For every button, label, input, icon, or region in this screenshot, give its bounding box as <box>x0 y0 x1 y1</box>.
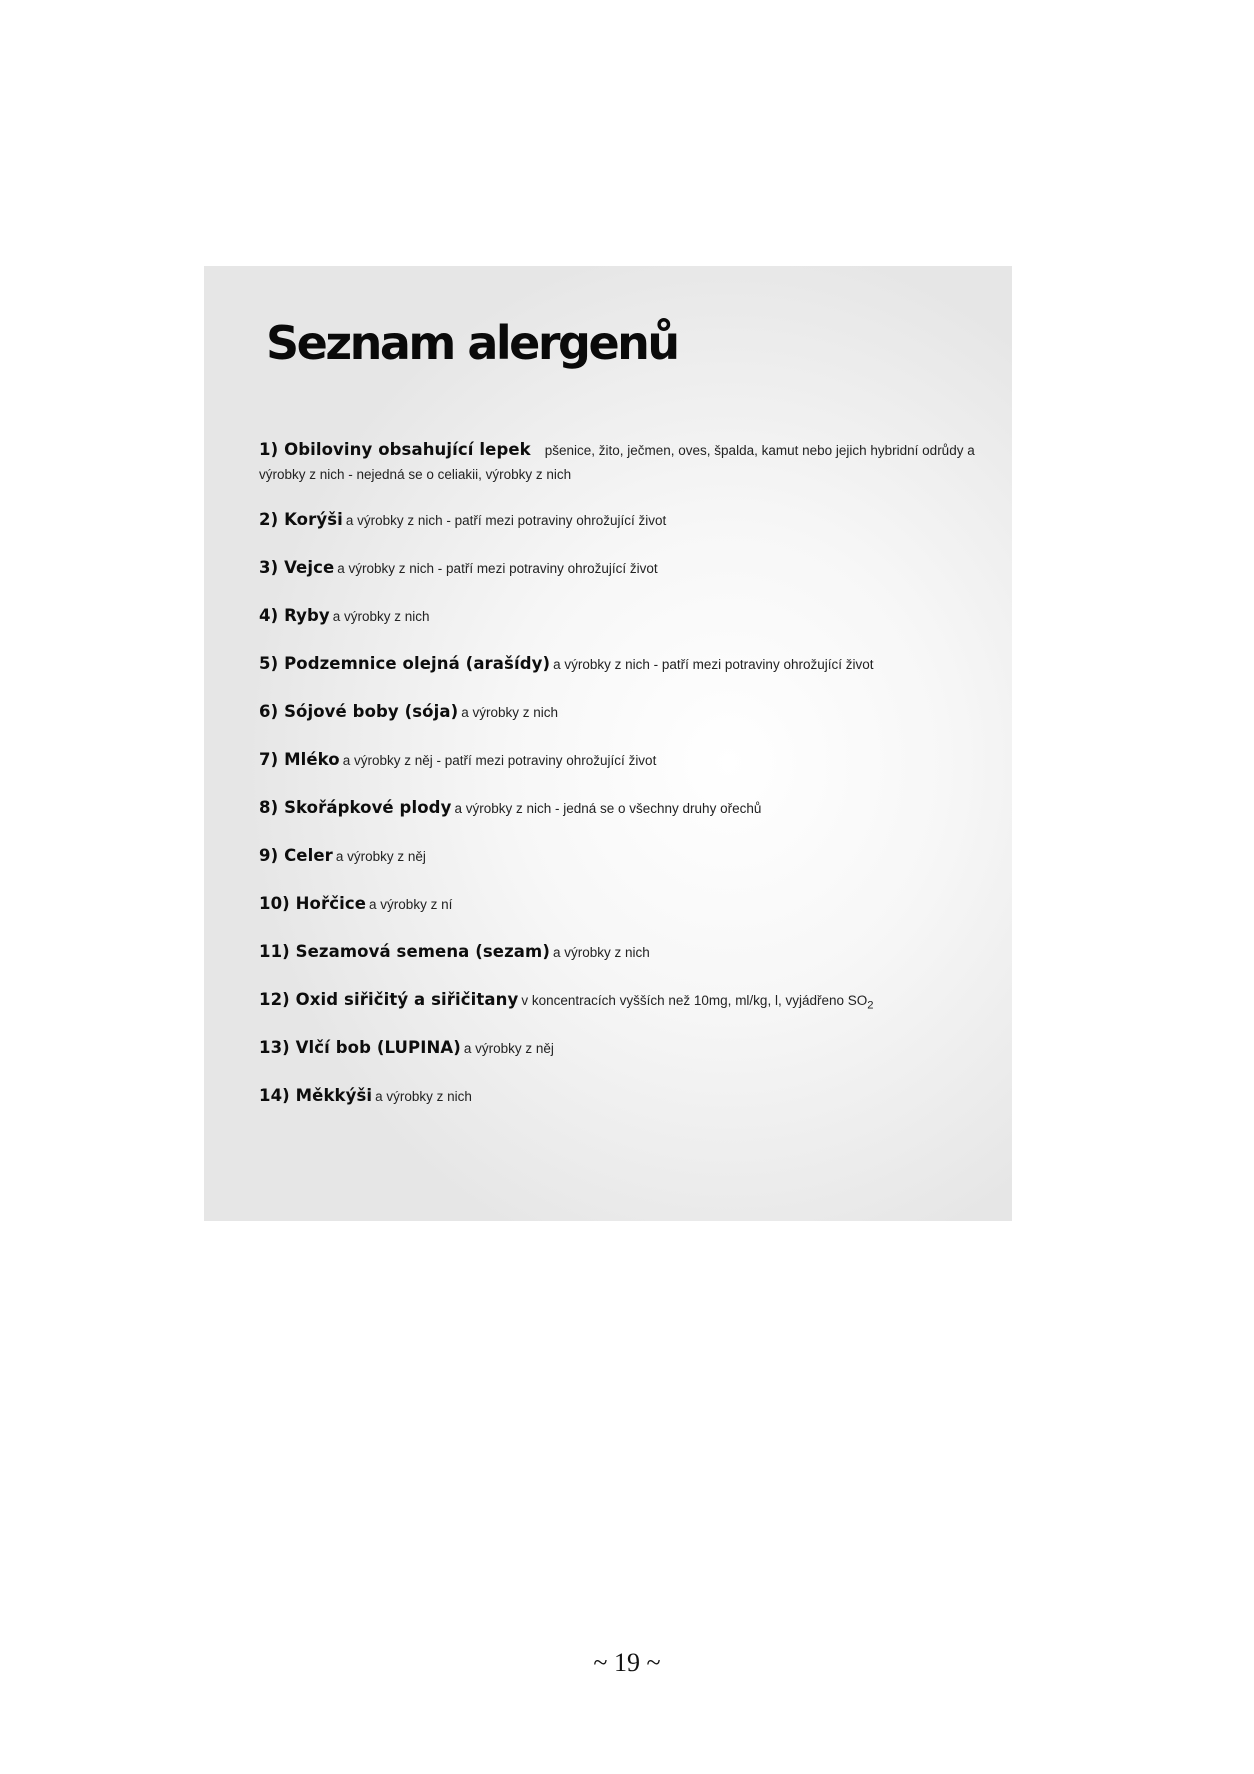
allergen-name: 11) Sezamová semena (sezam) <box>259 942 550 961</box>
allergen-description: a výrobky z něj <box>335 849 426 864</box>
allergen-description: pšenice, žito, ječmen, oves, špalda, kamut nebo jejich hybridní odrůdy a výrobky z nich - nejedná se o celiakii, výrobky z nich <box>259 443 975 482</box>
list-item <box>259 988 979 1018</box>
list-item <box>259 556 979 581</box>
allergen-name: 8) Skořápkové plody <box>259 798 452 817</box>
list-item <box>259 892 979 917</box>
allergen-panel <box>204 266 1012 1221</box>
list-item <box>259 438 979 487</box>
list-item <box>259 652 979 677</box>
list-item <box>259 1084 979 1109</box>
allergen-description: a výrobky z nich - patří mezi potraviny ohrožující život <box>337 561 658 576</box>
allergen-name: 4) Ryby <box>259 606 330 625</box>
list-item <box>259 796 979 821</box>
allergen-description: a výrobky z nich <box>461 705 559 720</box>
allergen-name: 5) Podzemnice olejná (arašídy) <box>259 654 551 673</box>
list-item <box>259 844 979 869</box>
allergen-description: a výrobky z něj - patří mezi potraviny ohrožující život <box>342 753 657 768</box>
allergen-name: 1) Obiloviny obsahující lepek <box>259 440 531 459</box>
allergen-description: a výrobky z nich <box>332 609 430 624</box>
page-title: Seznam alergenů <box>266 316 678 370</box>
list-item <box>259 748 979 773</box>
allergen-description: a výrobky z nich - patří mezi potraviny ohrožující život <box>345 513 667 528</box>
allergen-name: 10) Hořčice <box>259 894 367 913</box>
allergen-description: a výrobky z ní <box>369 897 453 912</box>
allergen-description: a výrobky z něj <box>463 1041 554 1056</box>
list-item <box>259 508 979 533</box>
list-item <box>259 1036 979 1061</box>
allergen-name: 3) Vejce <box>259 558 335 577</box>
allergen-description: a výrobky z nich <box>375 1089 472 1104</box>
allergen-description-text: v koncentracích vyšších než 10mg, ml/kg, l, vyjádřeno SO <box>521 993 868 1008</box>
allergen-name: 9) Celer <box>259 846 333 865</box>
page-number: ~ 19 ~ <box>593 1648 661 1677</box>
allergen-name: 13) Vlčí bob (LUPINA) <box>259 1038 461 1057</box>
allergen-name: 6) Sójové boby (sója) <box>259 702 459 721</box>
allergen-description: a výrobky z nich - patří mezi potraviny ohrožující život <box>553 657 874 672</box>
allergen-name: 14) Měkkýši <box>259 1086 373 1105</box>
allergen-description: a výrobky z nich <box>552 945 650 960</box>
allergen-name: 2) Korýši <box>259 510 343 529</box>
list-item <box>259 940 979 965</box>
allergen-name: 12) Oxid siřičitý a siřičitany <box>259 990 519 1009</box>
allergen-description <box>521 993 874 1012</box>
subscript: 2 <box>867 999 874 1012</box>
list-item <box>259 700 979 725</box>
allergen-description: a výrobky z nich - jedná se o všechny druhy ořechů <box>454 801 762 816</box>
list-item <box>259 604 979 629</box>
allergen-name: 7) Mléko <box>259 750 340 769</box>
